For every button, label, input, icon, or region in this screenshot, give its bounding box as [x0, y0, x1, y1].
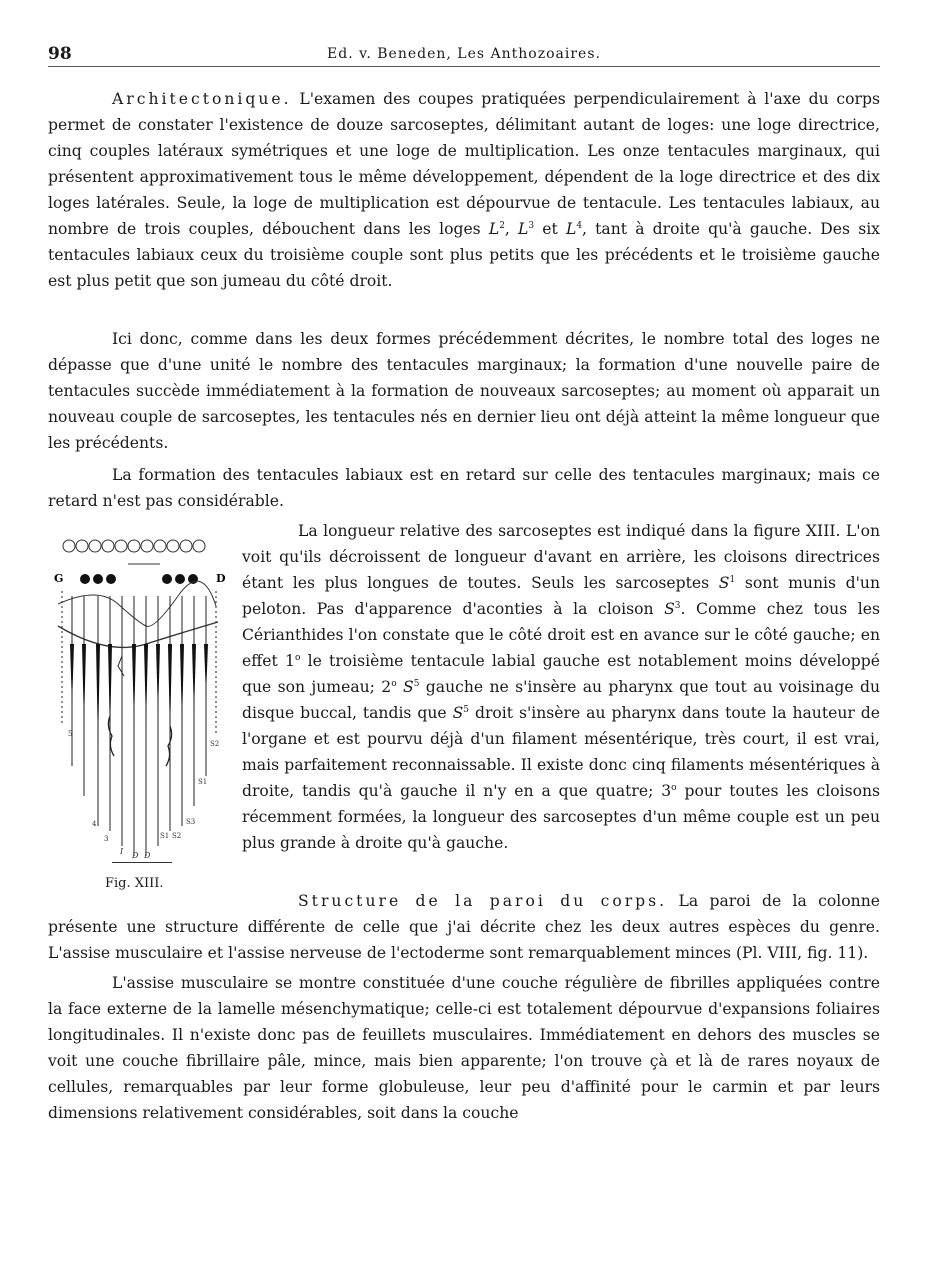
text-run: La longueur relative des sarcoseptes est indiqué dans la figure XIII. L'on voit qu'ils décroissent de longueur d'avant en arrière, les cloisons directrices étant les plus longues de toutes. Seuls les sarcoseptes	[242, 522, 880, 592]
superscript: 2	[499, 220, 505, 231]
superscript: 4	[576, 220, 583, 231]
section-heading: Architectonique.	[112, 90, 292, 108]
bottom-label: D	[144, 851, 151, 860]
symbol: S	[664, 600, 675, 618]
symbol: S	[718, 574, 730, 592]
text-run: La paroi de la colonne présente une structure différente de celle que j'ai décrite chez les deux autres espèces du genre. L'assise musculaire et l'assise nerveuse de l'ectoderme sont remarquablement minces (Pl. VIII, fig. 11).	[48, 892, 880, 962]
running-title: Ed. v. Beneden, Les Anthozoaires.	[327, 46, 601, 62]
superscript: o	[391, 678, 397, 689]
paragraph-architectonique	[48, 86, 880, 294]
text-run: droit s'insère au pharynx dans toute la hauteur de l'organe et est pourvu déjà d'un filament mésentérique, très court, il est vrai, mais parfaitement reconnaissable. Il existe donc cinq filaments mésentériques à droite, tandis qu'à gauche il n'y en a que quatre; 3	[242, 704, 881, 800]
page-header	[48, 44, 880, 68]
symbol: L	[565, 220, 577, 238]
paragraph-text: La formation des tentacules labiaux est en retard sur celle des tentacules marginaux; mais ce retard n'est pas considérable.	[48, 466, 880, 510]
superscript: 3	[674, 600, 681, 611]
figure-xiii	[48, 526, 228, 896]
side-label: S2	[172, 832, 182, 840]
superscript: 1	[729, 574, 736, 585]
text-run: L'examen des coupes pratiquées perpendiculairement à l'axe du corps permet de constater l'existence de douze sarcoseptes, délimitant autant de loges: une loge directrice, cinq couples latéraux symétriques et une loge de multiplication. Les onze tentacules marginaux, qui présentent approximativement tous le même développement, dépendent de la loge directrice et des dix loges latérales. Seule, la loge de multiplication est dépourvue de tentacule. Les tentacules labiaux, au nombre de trois couples, débouchent dans les loges	[48, 90, 880, 238]
caption-rule	[112, 862, 172, 863]
symbol: L	[518, 220, 529, 238]
text-run: sont munis d'un peloton. Pas d'apparence d'aconties à la cloison	[242, 574, 880, 618]
superscript: o	[294, 652, 301, 663]
text-run: le troisième tentacule labial gauche est notablement moins développé que son jumeau; 2	[242, 652, 880, 696]
paragraph-ici-donc	[48, 326, 880, 456]
superscript: o	[671, 782, 677, 793]
text-run: et	[534, 220, 566, 238]
side-label: 3	[104, 835, 109, 843]
sarcoseptes-diagram	[48, 526, 228, 866]
side-label: S1	[198, 778, 208, 786]
label-gauche: G	[54, 572, 64, 585]
page-number: 98	[48, 44, 72, 64]
superscript: 5	[413, 678, 420, 689]
side-label: S3	[186, 818, 196, 826]
side-label: S1	[160, 832, 170, 840]
superscript: 5	[463, 704, 470, 715]
text-run: pour toutes les cloisons récemment formées, la longueur des sarcoseptes d'un même couple est un peu plus grande à droite qu'à gauche.	[242, 782, 881, 852]
paragraph-text: Ici donc, comme dans les deux formes précédemment décrites, le nombre total des loges ne dépasse que d'une unité le nombre des tentacules marginaux; la formation d'une nouvelle paire de tentacules succède immédiatement à la formation de nouveaux sarcoseptes; au moment où apparait un nouveau couple de sarcoseptes, les tentacules nés en dernier lieu ont déjà atteint la même longueur que les précédents.	[48, 330, 880, 452]
paragraph-longueur	[242, 518, 880, 856]
symbol: S	[403, 678, 414, 696]
side-label: 5	[68, 730, 73, 738]
side-label: S2	[210, 740, 220, 748]
symbol: S	[452, 704, 464, 722]
section-heading: Structure de la paroi du corps.	[298, 892, 668, 910]
text-run: , tant à droite qu'à gauche. Des six tentacules labiaux ceux du troisième couple sont plus petits que les précédents et le troisième gauche est plus petit que son jumeau du côté droit.	[48, 220, 880, 290]
side-label: 4	[92, 820, 97, 828]
symbol: L	[488, 220, 500, 238]
paragraph-assise	[48, 970, 880, 1126]
bottom-label: I	[120, 847, 124, 856]
paragraph-text	[48, 86, 880, 294]
paragraph-text	[242, 518, 880, 856]
text-run: ,	[504, 220, 519, 238]
figure-caption: Fig. XIII.	[105, 876, 164, 891]
superscript: 3	[528, 220, 535, 231]
paragraph-formation	[48, 462, 880, 514]
bottom-label: D	[132, 851, 139, 860]
paragraph-structure	[48, 888, 880, 966]
text-run: gauche ne s'insère au pharynx que tout au voisinage du disque buccal, tandis que	[242, 678, 880, 722]
paragraph-text	[48, 888, 880, 966]
label-droit: D	[216, 572, 226, 585]
header-rule	[48, 66, 880, 67]
paragraph-text: L'assise musculaire se montre constituée d'une couche régulière de fibrilles appliquées contre la face externe de la lamelle mésenchymatique; celle-ci est totalement dépourvue d'expansions foliaires longitudinales. Il n'existe donc pas de feuillets musculaires. Immédiatement en dehors des muscles se voit une couche fibrillaire pâle, mince, mais bien apparente; l'on trouve çà et là de rares noyaux de cellules, remarquables par leur forme globuleuse, leur peu d'affinité pour le carmin et par leurs dimensions relativement considérables, soit dans la couche	[48, 974, 880, 1122]
text-run: . Comme chez tous les Cérianthides l'on constate que le côté droit est en avance sur le côté gauche; en effet 1	[242, 600, 880, 670]
